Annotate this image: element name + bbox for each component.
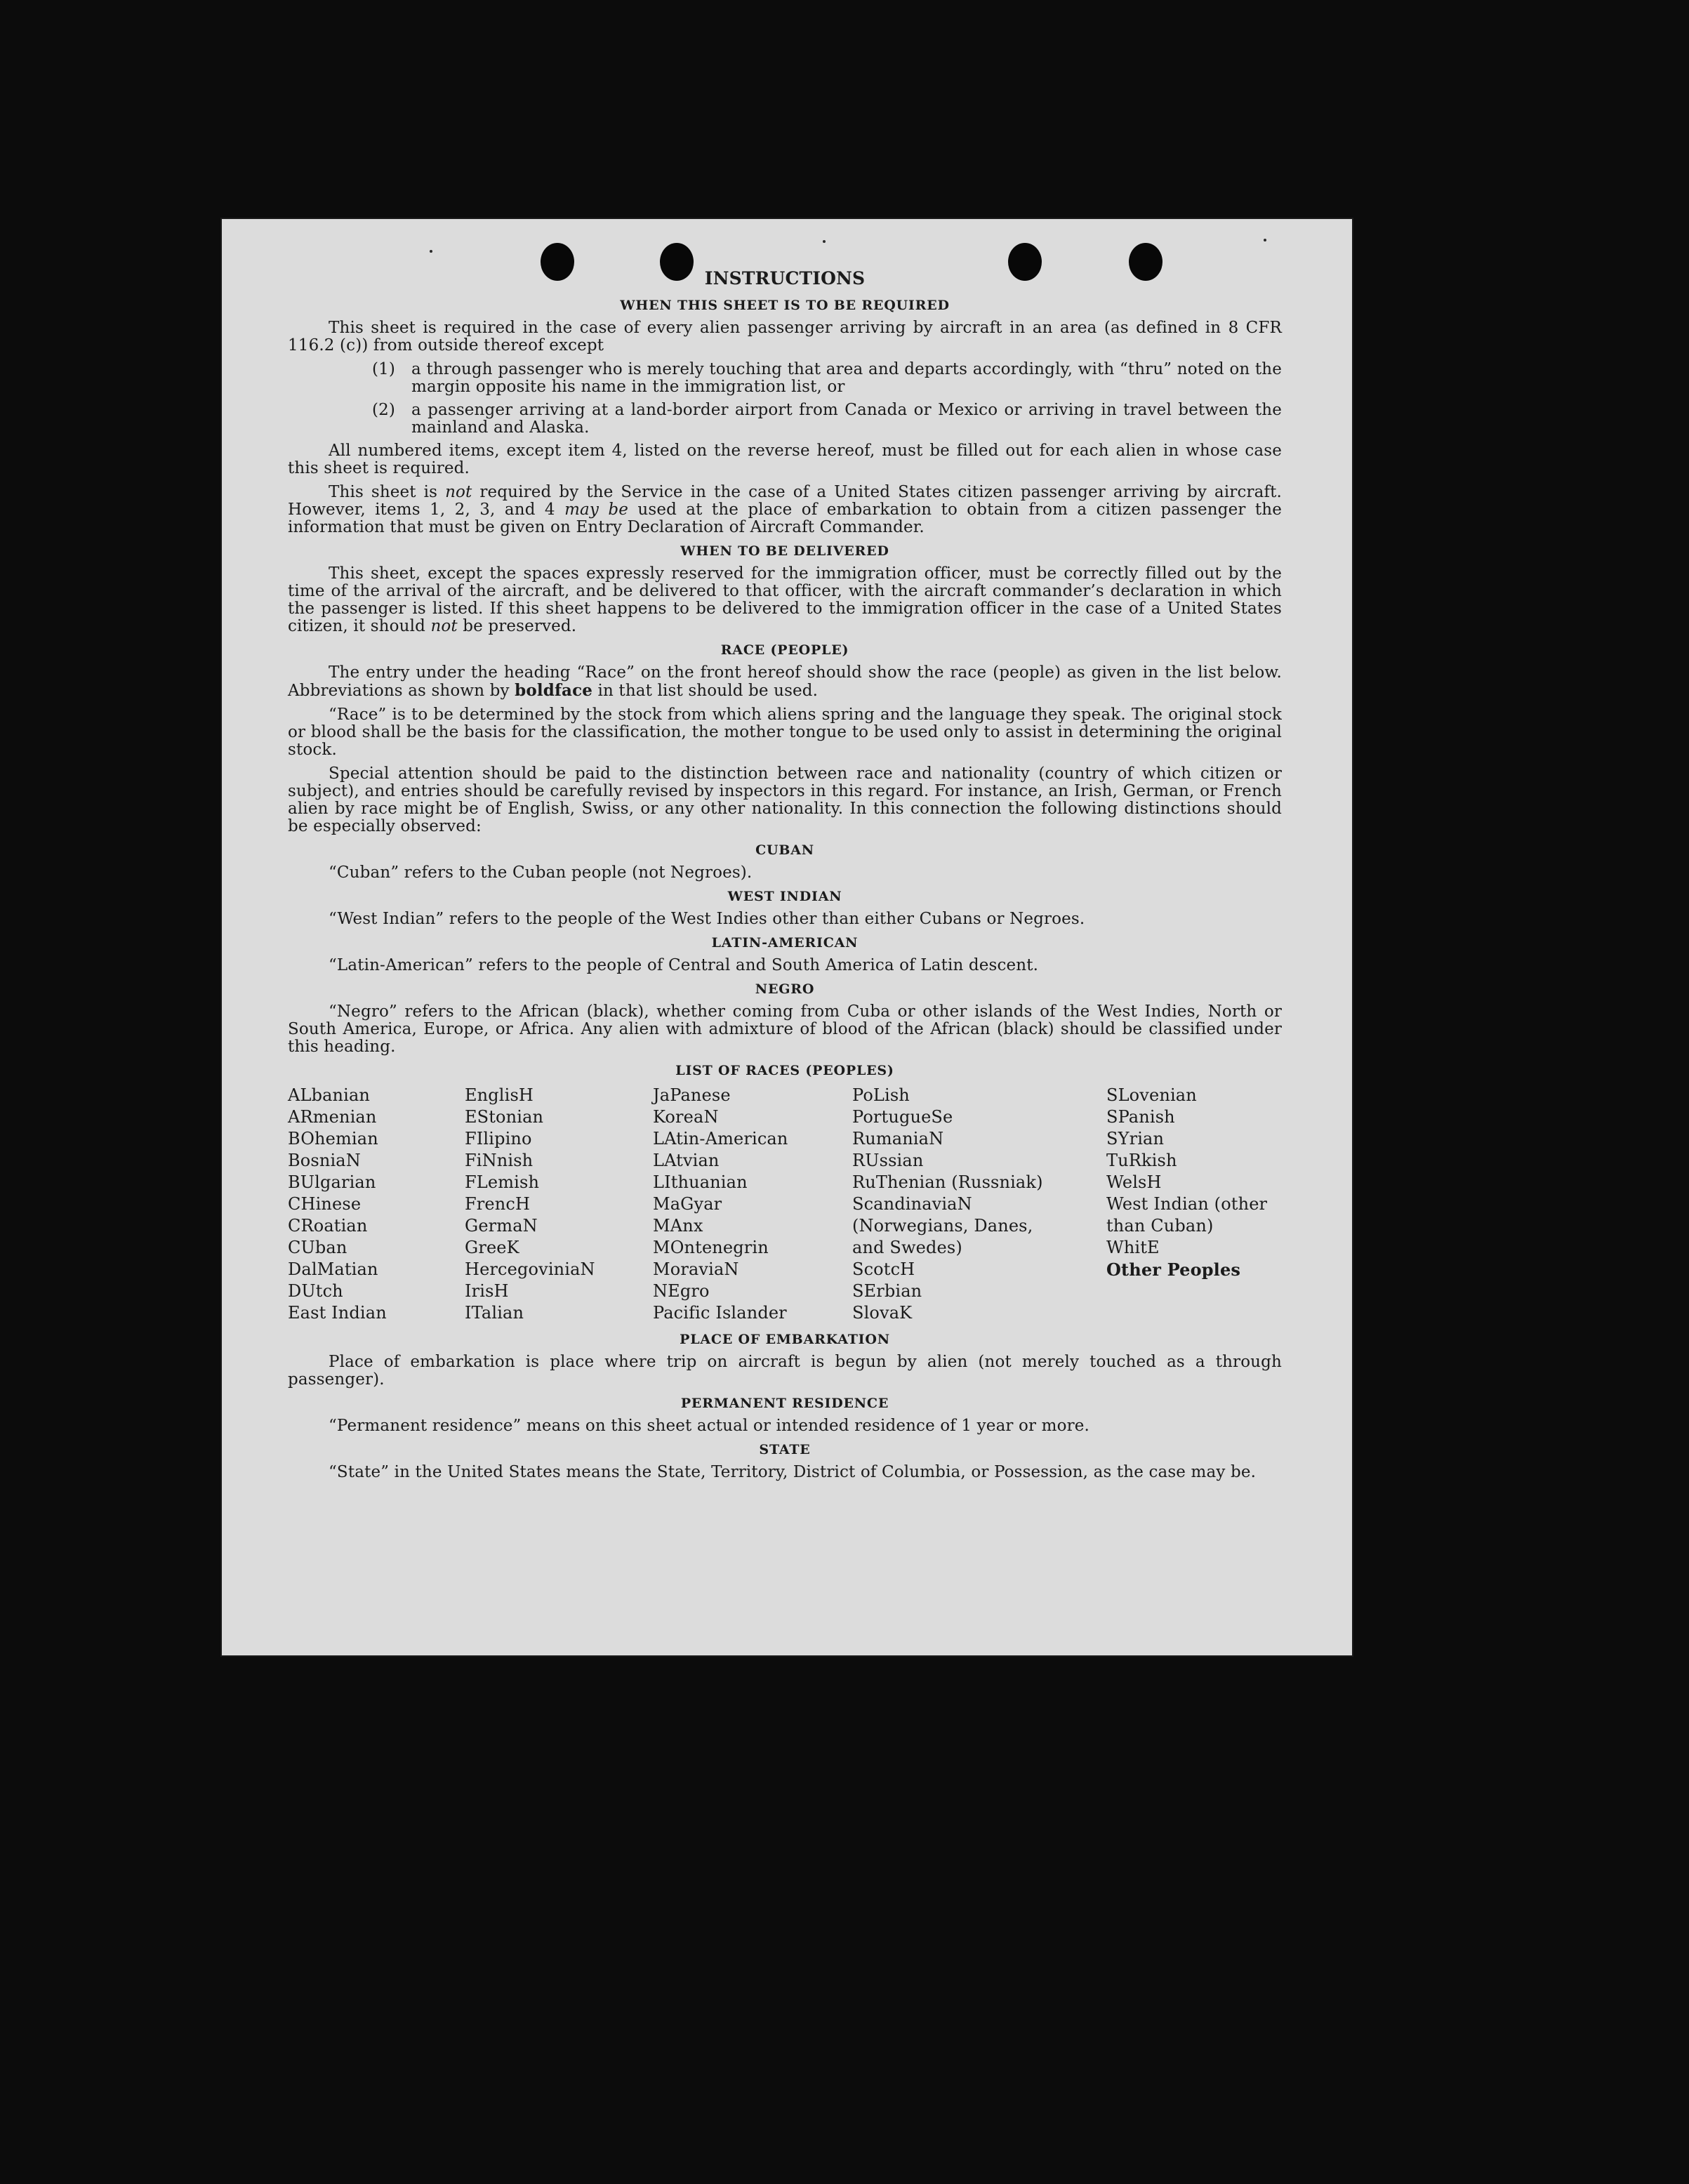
section-heading-negro: NEGRO [755,981,815,997]
race-entry: DUtch [288,1281,343,1301]
section-heading-when-delivered: WHEN TO BE DELIVERED [680,543,889,559]
race-entry: ScotcH [852,1259,915,1279]
paragraph-citizen [288,484,1282,536]
text-run: in that list should be used. [592,682,819,700]
paragraph-embarkation: Place of embarkation is place where trip on aircraft is begun by alien (not merely touched as a through passenger). [288,1353,1282,1389]
section-heading-state: STATE [759,1442,811,1457]
race-entry: MAnx [653,1216,703,1236]
race-entry: TuRkish [1106,1151,1177,1170]
exception-item-2 [288,402,1282,437]
scan-speck [430,250,432,253]
race-column-1 [288,1085,465,1324]
paragraph-delivered [288,565,1282,635]
race-entry: BUlgarian [288,1172,376,1192]
race-column-5 [1106,1085,1282,1324]
text-run: The entry under the heading “Race” on the front hereof should show the race (people) as given in the list below. Abbreviations as shown by [288,663,1282,700]
paragraph-numbered-items: All numbered items, except item 4, listed on the reverse hereof, must be filled out for each alien in whose case this sheet is required. [288,442,1282,477]
exception-item-1 [288,361,1282,396]
race-entry: BosniaN [288,1151,361,1170]
race-entry: SYrian [1106,1129,1165,1149]
race-entry: LIthuanian [653,1172,748,1192]
race-entry: EnglisH [465,1085,534,1105]
text-run: be preserved. [457,617,577,635]
race-entry: SlovaK [852,1303,913,1323]
race-entry: FLemish [465,1172,540,1192]
item-text: a passenger arriving at a land-border airport from Canada or Mexico or arriving in travel between the mainland and Alaska. [411,401,1282,437]
race-entry: West Indian (other than Cuban) [1106,1194,1268,1236]
text-run: required by the Service in the case of a United States citizen passenger arriving by aircraft. However, items 1, 2, 3, and 4 [288,483,1282,519]
emphasis-boldface: boldface [515,681,593,700]
race-column-3 [653,1085,852,1324]
race-entry: ALbanian [288,1085,371,1105]
paragraph-race-nationality: Special attention should be paid to the distinction between race and nationality (country of which citizen or subject), and entries should be carefully revised by inspectors in this regard. For instance, an Irish, German, or French alien by race might be of English, Swiss, or any other nationality. In this connection the following distinctions should be especially observed: [288,765,1282,835]
race-entry: FiNnish [465,1151,534,1170]
race-entry: FIlipino [465,1129,532,1149]
paragraph-latin-american: “Latin-American” refers to the people of Central and South America of Latin descent. [329,956,1039,974]
race-entry: EStonian [465,1107,544,1127]
paragraph-cuban: “Cuban” refers to the Cuban people (not Negroes). [329,863,753,882]
item-text: a through passenger who is merely touching that area and departs accordingly, with “thru” noted on the margin opposite his name in the immigration list, or [411,360,1282,396]
race-entry: LAtvian [653,1151,720,1170]
section-heading-latin-american: LATIN-AMERICAN [711,935,859,951]
item-number: (2) [372,401,396,419]
paragraph-required: This sheet is required in the case of every alien passenger arriving by aircraft in an area (as defined in 8 CFR 116.2 (c)) from outside thereof except [288,319,1282,355]
race-entry: CHinese [288,1194,362,1214]
section-heading-embarkation: PLACE OF EMBARKATION [680,1332,890,1347]
race-entry: NEgro [653,1281,710,1301]
race-list [288,1085,1282,1324]
race-entry: RumaniaN [852,1129,944,1149]
race-entry: PortugueSe [852,1107,953,1127]
race-entry: GermaN [465,1216,538,1236]
race-entry: Other Peoples [1106,1259,1241,1280]
text-run: used at the place of embarkation to obtain from a citizen passenger the information that must be given on Entry Declaration of Aircraft Commander. [288,501,1283,536]
instructions-content [288,270,1282,1488]
race-entry: Pacific Islander [653,1303,787,1323]
section-heading-west-indian: WEST INDIAN [727,889,842,904]
race-entry: CUban [288,1238,347,1257]
race-entry: MoraviaN [653,1259,739,1279]
race-entry: ITalian [465,1303,524,1323]
race-entry: MaGyar [653,1194,722,1214]
race-entry: KoreaN [653,1107,719,1127]
race-entry: SLovenian [1106,1085,1197,1105]
race-entry: HercegoviniaN [465,1259,595,1279]
section-heading-permanent-residence: PERMANENT RESIDENCE [680,1396,889,1411]
item-number: (1) [372,360,396,378]
race-entry: LAtin-American [653,1129,788,1149]
section-heading-when-required: WHEN THIS SHEET IS TO BE REQUIRED [620,298,950,313]
section-heading-race: RACE (PEOPLE) [720,642,849,658]
race-entry: ARmenian [288,1107,377,1127]
race-entry: WelsH [1106,1172,1162,1192]
document-page [222,219,1352,1655]
paragraph-west-indian: “West Indian” refers to the people of the West Indies other than either Cubans or Negroes. [329,910,1085,928]
race-entry: RuThenian (Russniak) [852,1172,1043,1192]
race-entry: MOntenegrin [653,1238,769,1257]
race-entry: JaPanese [653,1085,731,1105]
race-entry: East Indian [288,1303,387,1323]
paragraph-race-entry [288,664,1282,700]
race-entry: ScandinaviaN (Norwegians, Danes, and Swedes) [852,1194,1033,1257]
race-entry: PoLish [852,1085,910,1105]
race-entry: CRoatian [288,1216,368,1236]
race-entry: IrisH [465,1281,509,1301]
race-entry: DalMatian [288,1259,378,1279]
race-entry: WhitE [1106,1238,1160,1257]
race-entry: GreeK [465,1238,519,1257]
emphasis-may-be: may be [564,501,629,519]
text-run: This sheet, except the spaces expressly reserved for the immigration officer, must be correctly filled out by the time of the arrival of the aircraft, and be delivered to that officer, with the aircraft commander’s declaration in which the passenger is listed. If this sheet happens to be delivered to the immigration officer in the case of a United States citizen, it should [288,564,1282,635]
race-entry: SPanish [1106,1107,1175,1127]
emphasis-not: not [430,617,458,635]
section-heading-cuban: CUBAN [755,842,814,858]
emphasis-not: not [445,483,472,501]
scan-speck [823,240,826,243]
section-heading-list-of-races: LIST OF RACES (PEOPLES) [675,1063,894,1078]
scan-speck [1264,239,1266,241]
race-entry: FrencH [465,1194,531,1214]
page-title: INSTRUCTIONS [704,268,866,289]
race-entry: BOhemian [288,1129,378,1149]
race-column-2 [465,1085,653,1324]
paragraph-permanent-residence: “Permanent residence” means on this sheet actual or intended residence of 1 year or more. [329,1417,1089,1435]
paragraph-negro: “Negro” refers to the African (black), whether coming from Cuba or other islands of the West Indies, North or South America, Europe, or Africa. Any alien with admixture of blood of the African (black) should be classified under this heading. [288,1002,1282,1056]
paragraph-race-stock: “Race” is to be determined by the stock from which aliens spring and the language they speak. The original stock or blood shall be the basis for the classification, the mother tongue to be used only to assist in determining the original stock. [288,706,1282,759]
race-entry: SErbian [852,1281,922,1301]
text-run: This sheet is [329,483,446,501]
race-entry: RUssian [852,1151,924,1170]
race-column-4 [852,1085,1063,1324]
paragraph-state: “State” in the United States means the State, Territory, District of Columbia, or Possession, as the case may be. [329,1463,1257,1481]
